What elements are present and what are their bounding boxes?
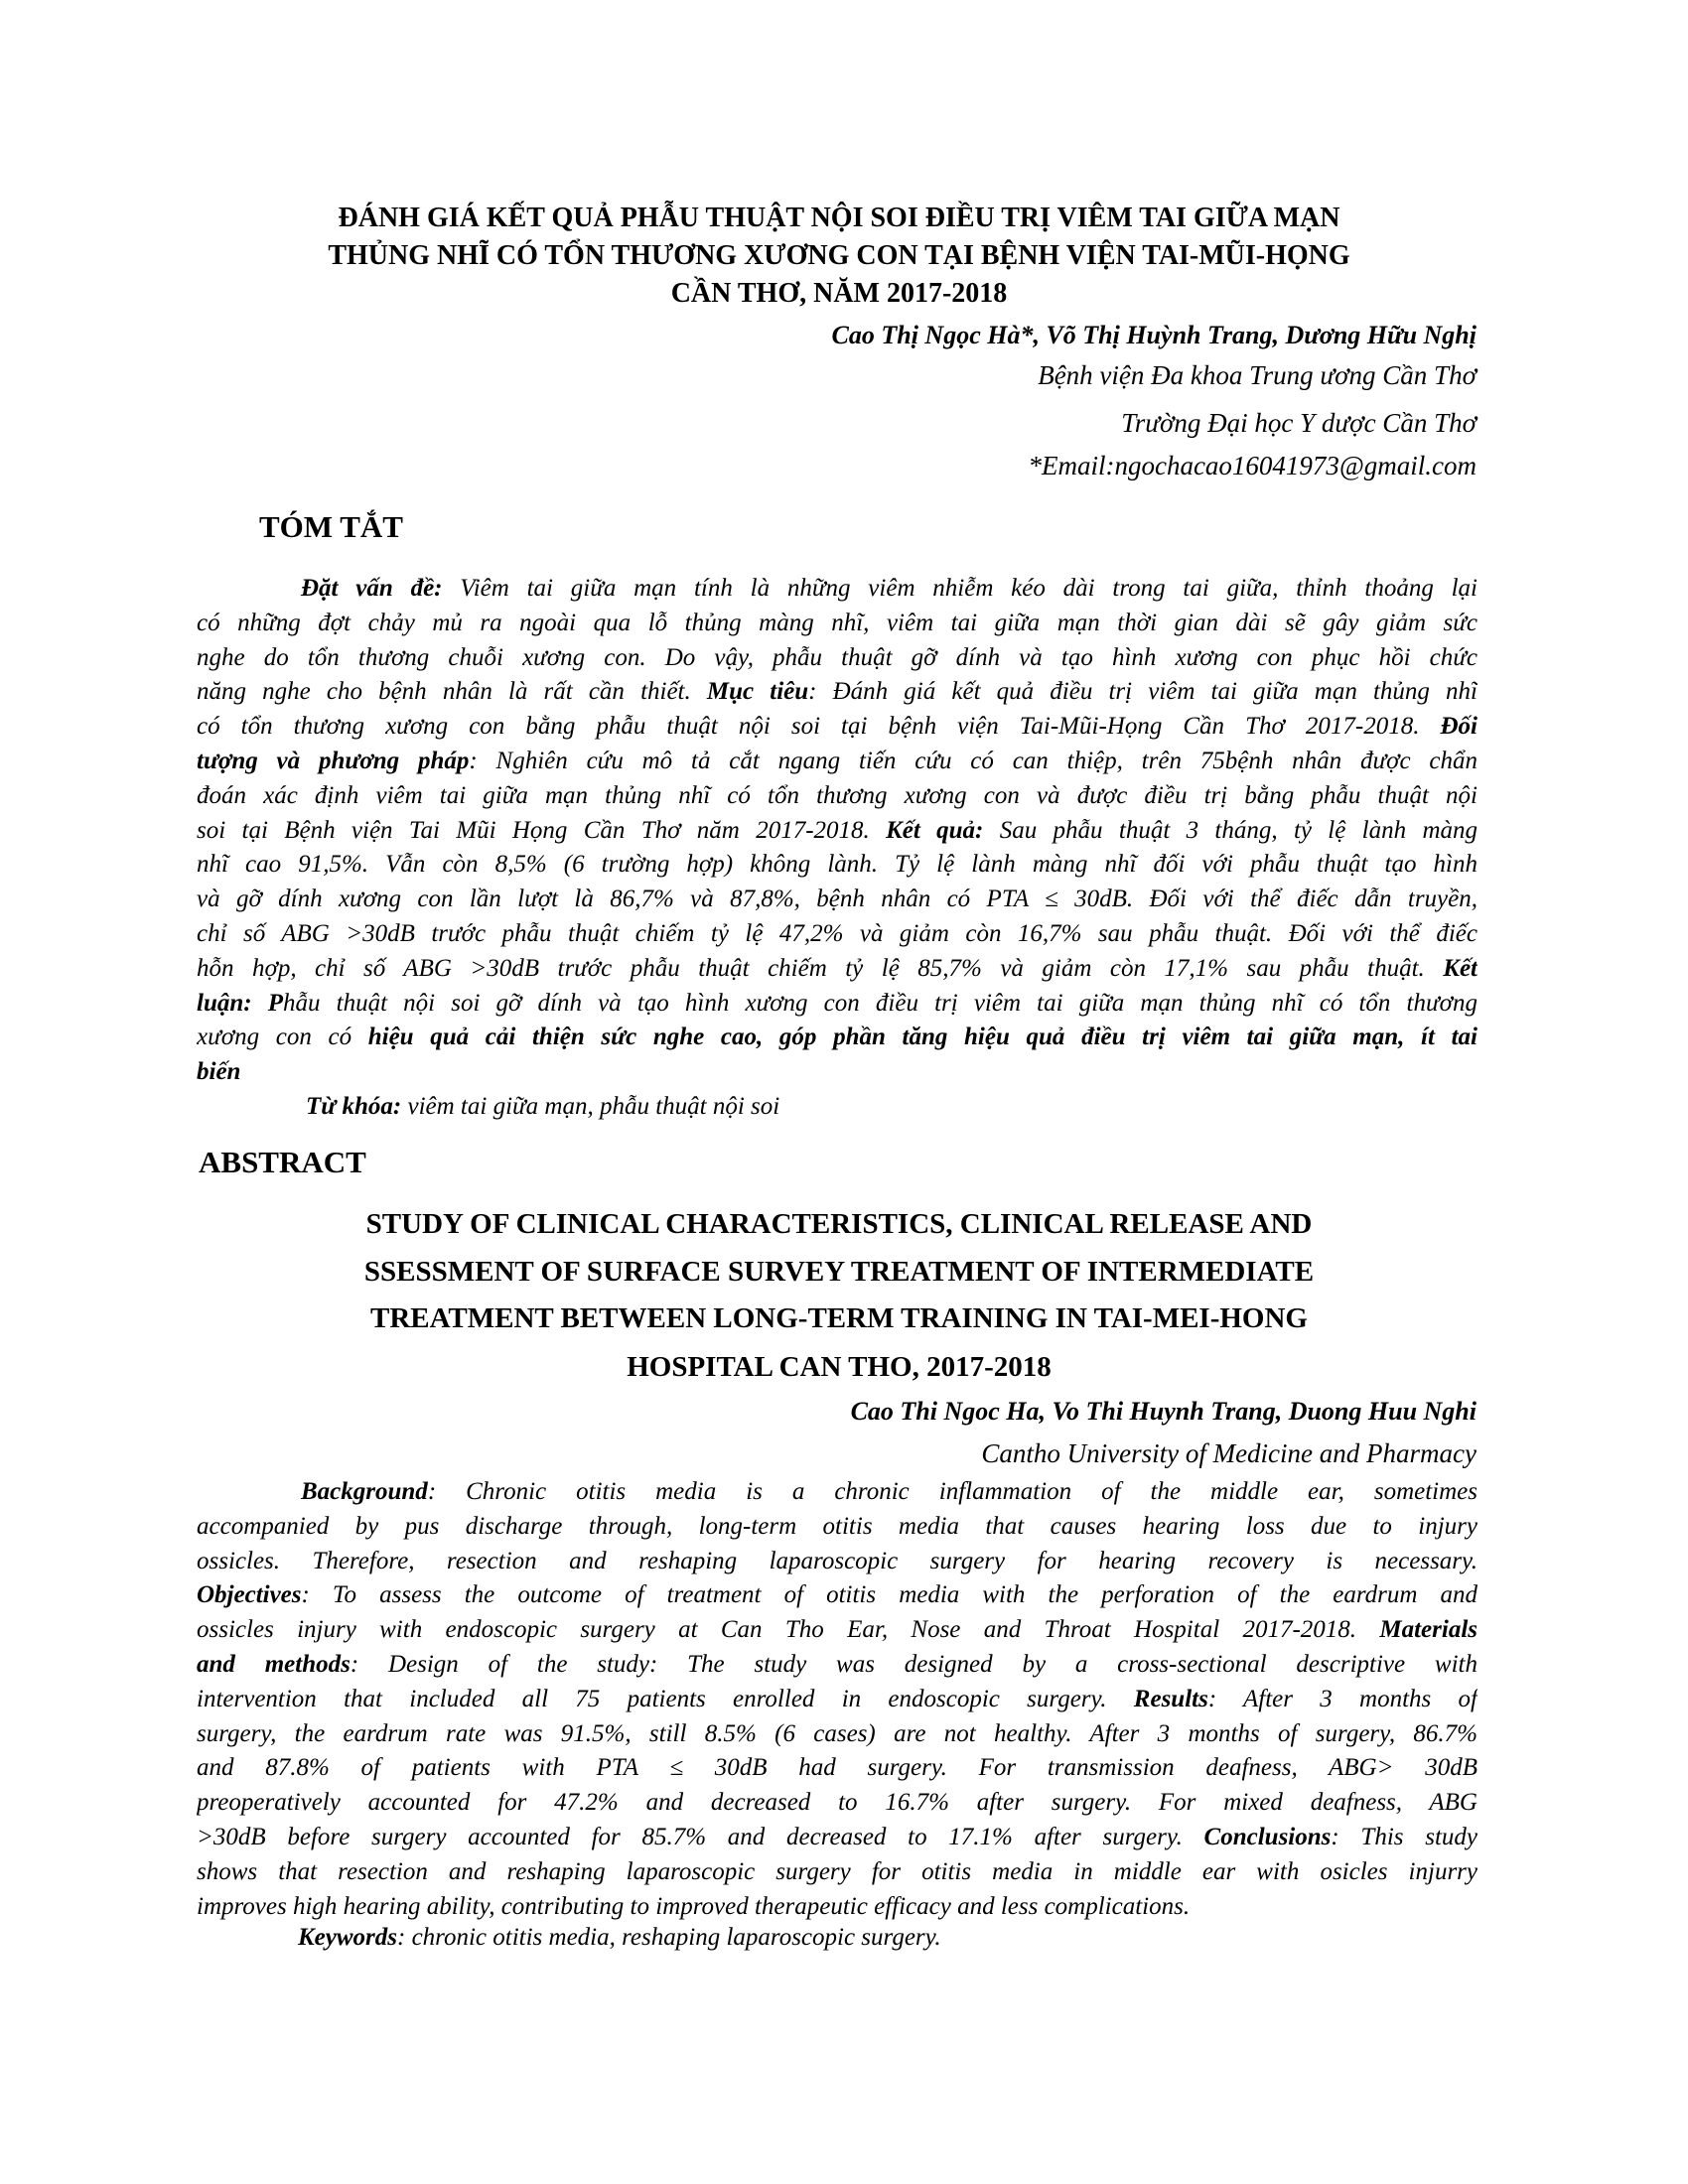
text-run: và gỡ dính xương con lần lượt là 86,7% và 87,8%, bệnh nhân có PTA ≤ 30dB. Đối với thể điếc dẫn truyền, bbox=[197, 886, 1477, 913]
text-run: and 87.8% of patients with PTA ≤ 30dB had surgery. For transmission deafness, ABG> 30dB bbox=[197, 1754, 1477, 1782]
text-run: shows that resection and reshaping laparoscopic surgery for otitis media in middle ear with osicles injurry bbox=[197, 1857, 1477, 1885]
abstract-line bbox=[197, 1475, 1477, 1510]
abstract-line bbox=[197, 1648, 1477, 1683]
en-affiliation: Cantho University of Medicine and Pharmacy bbox=[981, 1438, 1477, 1468]
text-run: >30dB before surgery accounted for 85.7% and decreased to 17.1% after surgery. bbox=[197, 1823, 1204, 1850]
bold-run: Kết quả: bbox=[886, 816, 984, 844]
vi-keywords-label: Từ khóa: bbox=[306, 1093, 402, 1120]
abstract-line bbox=[197, 1890, 1477, 1925]
en-title-line: STUDY OF CLINICAL CHARACTERISTICS, CLINICAL RELEASE AND bbox=[365, 1208, 1313, 1240]
abstract-line bbox=[197, 710, 1477, 745]
bold-run: tượng và phương pháp bbox=[197, 747, 470, 774]
en-title-line: TREATMENT BETWEEN LONG-TERM TRAINING IN TAI-MEI-HONG bbox=[370, 1302, 1308, 1334]
text-run: nghe do tổn thương chuỗi xương con. Do vậy, phẫu thuật gỡ dính và tạo hình xương con phục hồi chức bbox=[197, 643, 1477, 671]
abstract-line bbox=[197, 814, 1477, 849]
abstract-line bbox=[197, 848, 1477, 883]
abstract-line bbox=[197, 1578, 1477, 1613]
en-title-line: SSESSMENT OF SURFACE SURVEY TREATMENT OF INTERMEDIATE bbox=[363, 1256, 1315, 1288]
en-title-line: HOSPITAL CAN THO, 2017-2018 bbox=[627, 1351, 1052, 1383]
bold-run: Conclusions bbox=[1203, 1823, 1332, 1850]
text-run: : Đánh giá kết quả điều trị viêm tai giữa mạn thủng nhĩ bbox=[808, 678, 1477, 706]
text-run: năng nghe cho bệnh nhân là rất cần thiết. bbox=[197, 678, 707, 706]
vi-title-line: ĐÁNH GIÁ KẾT QUẢ PHẪU THUẬT NỘI SOI ĐIỀU TRỊ VIÊM TAI GIỮA MẠN bbox=[338, 203, 1340, 233]
abstract-line bbox=[197, 1751, 1477, 1786]
abstract-line bbox=[197, 745, 1477, 779]
en-keywords-label: Keywords bbox=[298, 1924, 397, 1951]
text-run: Viêm tai giữa mạn tính là những viêm nhiễm kéo dài trong tai giữa, thỉnh thoảng lại bbox=[442, 575, 1477, 602]
abstract-line bbox=[197, 779, 1477, 814]
text-run: : After 3 months of bbox=[1207, 1685, 1477, 1712]
bold-run: Đặt vấn đề: bbox=[301, 575, 443, 602]
abstract-line bbox=[197, 1613, 1477, 1648]
text-run: surgery, the eardrum rate was 91.5%, still 8.5% (6 cases) are not healthy. After 3 months of surgery, 86.7% bbox=[197, 1719, 1477, 1747]
bold-run: biến bbox=[197, 1058, 241, 1086]
text-run: Sau phẫu thuật 3 tháng, tỷ lệ lành màng bbox=[983, 816, 1477, 844]
text-run: : Design of the study: The study was designed by a cross-sectional descriptive with bbox=[350, 1650, 1477, 1678]
text-run: ossicles injury with endoscopic surgery at Can Tho Ear, Nose and Throat Hospital 2017-2018. bbox=[197, 1616, 1380, 1644]
vi-section-heading: TÓM TẮT bbox=[259, 509, 403, 544]
abstract-line bbox=[197, 1055, 1477, 1090]
bold-run: Results bbox=[1133, 1685, 1208, 1712]
abstract-line bbox=[197, 1021, 1477, 1055]
text-run: ossicles. Therefore, resection and reshaping laparoscopic surgery for hearing recovery is necessary. bbox=[197, 1547, 1477, 1574]
bold-run: Đối bbox=[1440, 713, 1477, 741]
text-run: improves high hearing ability, contributing to improved therapeutic efficacy and less complications. bbox=[197, 1892, 1191, 1920]
bold-run: luận: P bbox=[197, 989, 283, 1017]
bold-run: and methods bbox=[197, 1650, 351, 1678]
abstract-line bbox=[197, 572, 1477, 607]
text-run: xương con có bbox=[197, 1024, 368, 1051]
text-run: : To assess the outcome of treatment of otitis media with the perforation of the eardrum and bbox=[301, 1581, 1477, 1609]
vi-affiliation: Trường Đại học Y dược Cần Thơ bbox=[1121, 408, 1477, 438]
abstract-line bbox=[197, 1717, 1477, 1752]
bold-run: Kết bbox=[1443, 954, 1477, 982]
text-run: soi tại Bệnh viện Tai Mũi Họng Cần Thơ năm 2017-2018. bbox=[197, 816, 887, 844]
abstract-line bbox=[197, 1855, 1477, 1890]
text-run: : Chronic otitis media is a chronic inflammation of the middle ear, sometimes bbox=[427, 1478, 1477, 1505]
vi-keywords bbox=[306, 1090, 779, 1124]
text-run: nhĩ cao 91,5%. Vẫn còn 8,5% (6 trường hợp) không lành. Tỷ lệ lành màng nhĩ đối với phẫu thuật tạo hình bbox=[197, 851, 1477, 879]
abstract-line bbox=[197, 1821, 1477, 1855]
bold-run: hiệu quả cải thiện sức nghe cao, góp phần tăng hiệu quả điều trị viêm tai giữa mạn, ít tai bbox=[367, 1024, 1477, 1051]
abstract-line bbox=[197, 987, 1477, 1022]
en-keywords bbox=[298, 1921, 941, 1955]
text-run: accompanied by pus discharge through, long-term otitis media that causes hearing loss due to injury bbox=[197, 1512, 1477, 1540]
abstract-line bbox=[197, 675, 1477, 710]
text-run: có tổn thương xương con bằng phẫu thuật nội soi tại bệnh viện Tai-Mũi-Họng Cần Thơ 2017-2018. bbox=[197, 713, 1441, 741]
bold-run: Materials bbox=[1379, 1616, 1477, 1644]
vi-authors: Cao Thị Ngọc Hà*, Võ Thị Huỳnh Trang, Dương Hữu Nghị bbox=[831, 321, 1477, 349]
vi-affiliation: Bệnh viện Đa khoa Trung ương Cần Thơ bbox=[1038, 360, 1477, 390]
abstract-line bbox=[197, 607, 1477, 641]
text-run: : Nghiên cứu mô tả cắt ngang tiến cứu có can thiệp, trên 75bệnh nhân được chẩn bbox=[469, 747, 1477, 774]
abstract-line bbox=[197, 952, 1477, 987]
vi-email: *Email:ngochacao16041973@gmail.com bbox=[1028, 451, 1477, 480]
vi-title-line: CẦN THƠ, NĂM 2017-2018 bbox=[670, 278, 1008, 309]
vi-keywords-text: viêm tai giữa mạn, phẫu thuật nội soi bbox=[401, 1093, 780, 1120]
text-run: preoperatively accounted for 47.2% and decreased to 16.7% after surgery. For mixed deafness, ABG bbox=[197, 1789, 1477, 1817]
vi-title-line: THỦNG NHĨ CÓ TỔN THƯƠNG XƯƠNG CON TẠI BỆNH VIỆN TAI-MŨI-HỌNG bbox=[328, 240, 1350, 271]
text-run: có những đợt chảy mủ ra ngoài qua lỗ thủng màng nhĩ, viêm tai giữa mạn thời gian dài sẽ gây giảm sức bbox=[197, 609, 1477, 636]
text-run: hỗn hợp, chỉ số ABG >30dB trước phẫu thuật chiếm tỷ lệ 85,7% và giảm còn 17,1% sau phẫu thuật. bbox=[197, 954, 1444, 982]
bold-run: Objectives bbox=[197, 1581, 302, 1609]
abstract-line bbox=[197, 1545, 1477, 1579]
text-run: đoán xác định viêm tai giữa mạn thủng nhĩ có tổn thương xương con và được điều trị bằng phẫu thuật nội bbox=[197, 781, 1477, 809]
en-abstract-paragraph bbox=[197, 1475, 1477, 1924]
en-section-heading: ABSTRACT bbox=[199, 1145, 366, 1179]
abstract-line bbox=[197, 917, 1477, 952]
abstract-line bbox=[197, 1786, 1477, 1821]
abstract-line bbox=[197, 883, 1477, 917]
bold-run: Background bbox=[301, 1478, 428, 1505]
abstract-line bbox=[197, 1683, 1477, 1717]
abstract-line bbox=[197, 1510, 1477, 1545]
text-run: intervention that included all 75 patients enrolled in endoscopic surgery. bbox=[197, 1685, 1134, 1712]
text-run: chỉ số ABG >30dB trước phẫu thuật chiếm tỷ lệ 47,2% và giảm còn 16,7% sau phẫu thuật. Đối với thể điếc bbox=[197, 919, 1477, 947]
text-run: : This study bbox=[1331, 1823, 1477, 1850]
en-keywords-text: : chronic otitis media, reshaping laparoscopic surgery. bbox=[397, 1924, 941, 1951]
en-authors: Cao Thi Ngoc Ha, Vo Thi Huynh Trang, Duong Huu Nghi bbox=[850, 1397, 1477, 1426]
abstract-line bbox=[197, 641, 1477, 676]
text-run: hẫu thuật nội soi gỡ dính và tạo hình xương con điều trị viêm tai giữa mạn thủng nhĩ có tổn thương bbox=[282, 989, 1477, 1017]
bold-run: Mục tiêu bbox=[706, 678, 809, 706]
vi-abstract-paragraph bbox=[197, 572, 1477, 1090]
